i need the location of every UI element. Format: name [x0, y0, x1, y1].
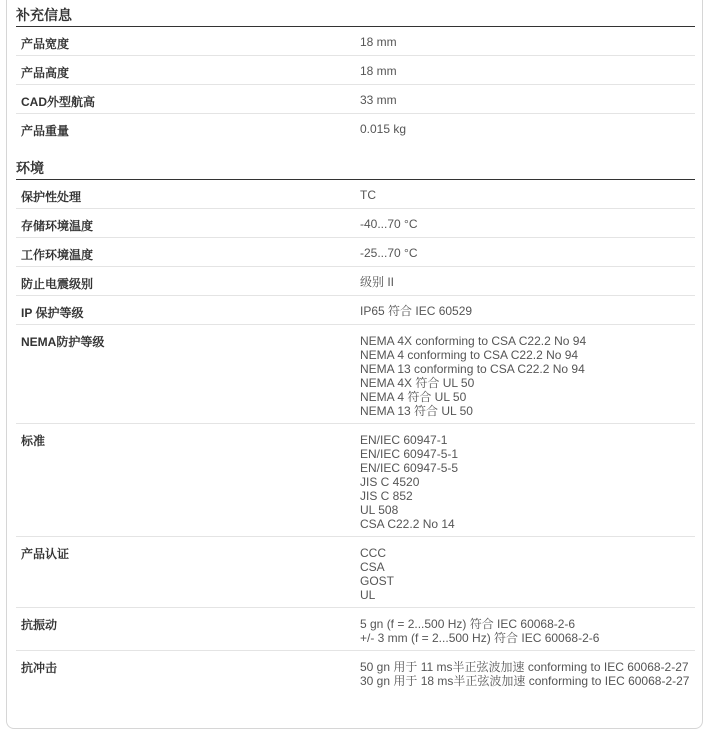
row-value: NEMA 4X conforming to CSA C22.2 No 94 NEMA 4 conforming to CSA C22.2 No 94 NEMA 13 conforming to CSA C22.2 No 94 NEMA 4X 符合 UL 50 NEMA 4 符合 UL 50 NEMA 13 符合 UL 50: [360, 334, 587, 418]
row-value: 18 mm: [360, 64, 397, 78]
row-value: EN/IEC 60947-1 EN/IEC 60947-5-1 EN/IEC 60947-5-5 JIS C 4520 JIS C 852 UL 508 CSA C22.2 No 14: [360, 433, 459, 531]
row-label: 标准: [21, 434, 46, 448]
table-row: [16, 238, 695, 267]
row-label: 工作环境温度: [21, 248, 94, 262]
row-value: 级别 II: [360, 275, 395, 289]
table-row: [16, 56, 695, 85]
row-label: IP 保护等级: [21, 306, 84, 320]
row-value: -25...70 °C: [360, 246, 418, 260]
row-value: -40...70 °C: [360, 217, 418, 231]
row-value: 50 gn 用于 11 ms半正弦波加速 conforming to IEC 60068-2-27 30 gn 用于 18 ms半正弦波加速 conforming to IEC 60068-2-27: [360, 660, 690, 688]
row-label: 产品认证: [21, 547, 70, 561]
section-supplementary: [16, 7, 695, 138]
row-value: CCC CSA GOST UL: [360, 546, 395, 602]
row-label: NEMA防护等级: [21, 335, 105, 349]
table-row: [16, 209, 695, 238]
section-environment: [16, 160, 695, 688]
row-label: 防止电震级别: [21, 277, 94, 291]
row-label: 抗振动: [21, 618, 58, 632]
section-title: 环境: [16, 160, 695, 180]
row-label: 存储环境温度: [21, 219, 94, 233]
row-value: 18 mm: [360, 35, 397, 49]
row-label: 保护性处理: [21, 190, 82, 204]
row-value: IP65 符合 IEC 60529: [360, 304, 473, 318]
table-row: [16, 267, 695, 296]
row-value: TC: [360, 188, 376, 202]
table-row: [16, 424, 695, 537]
table-row: [16, 325, 695, 424]
row-label: CAD外型航高: [21, 95, 95, 109]
table-row: [16, 651, 695, 721]
row-value: 33 mm: [360, 93, 397, 107]
row-label: 抗冲击: [21, 661, 58, 675]
table-row: [16, 180, 695, 209]
table-row: [16, 537, 695, 608]
table-row: [16, 608, 695, 651]
table-row: [16, 85, 695, 114]
row-value: 0.015 kg: [360, 122, 407, 136]
table-row: [16, 27, 695, 56]
row-value: 5 gn (f = 2...500 Hz) 符合 IEC 60068-2-6 +/- 3 mm (f = 2...500 Hz) 符合 IEC 60068-2-6: [360, 617, 600, 645]
table-row: [16, 114, 695, 143]
row-label: 产品宽度: [21, 37, 70, 51]
section-title: 补充信息: [16, 7, 695, 27]
row-label: 产品重量: [21, 124, 70, 138]
table-row: [16, 296, 695, 325]
row-label: 产品高度: [21, 66, 70, 80]
